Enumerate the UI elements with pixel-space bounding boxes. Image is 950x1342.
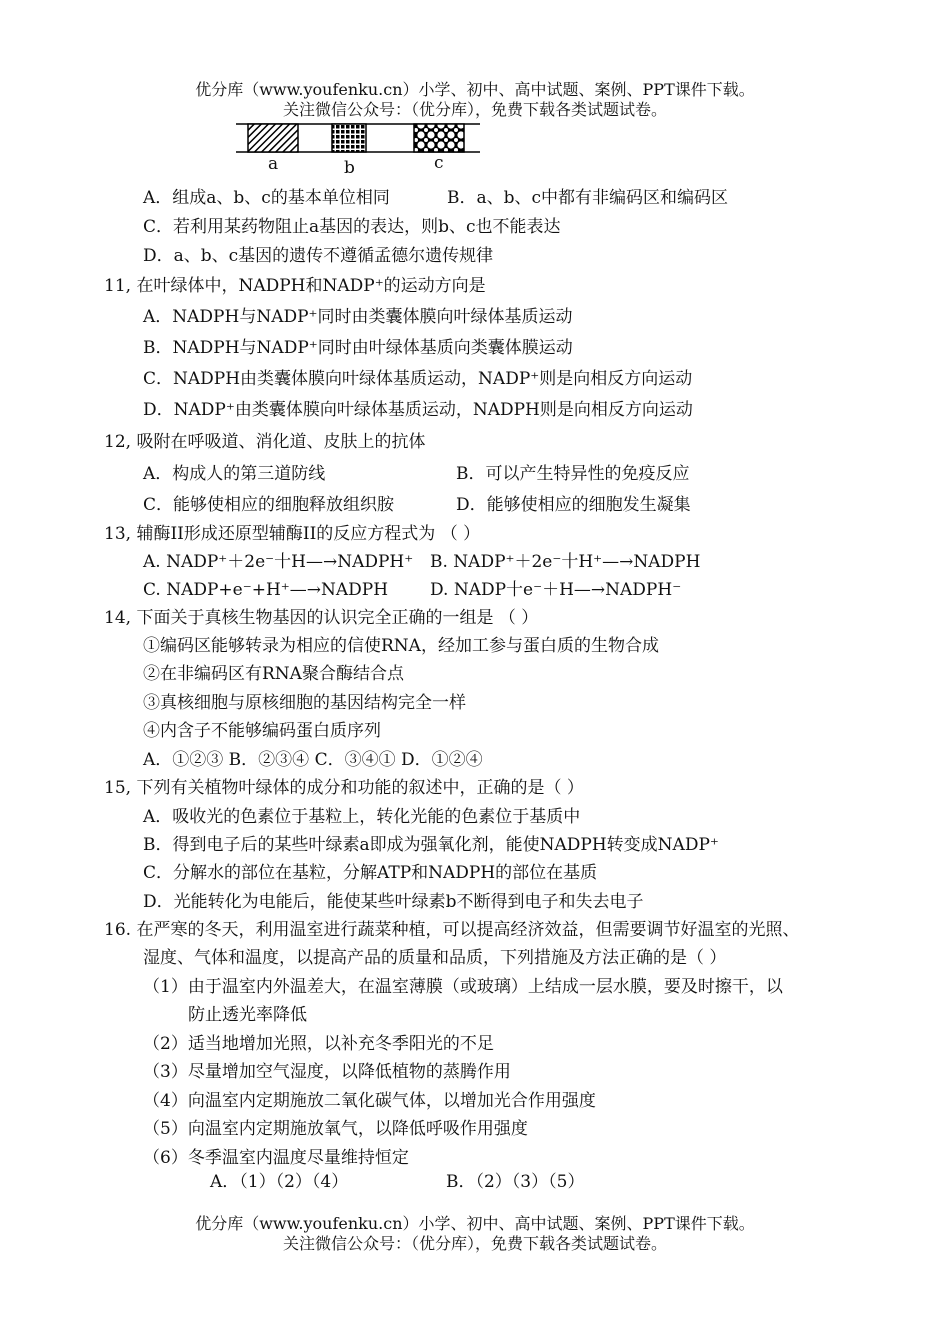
- gene-c-block: [414, 124, 464, 152]
- q14-statement-4: ④内含子不能够编码蛋白质序列: [143, 721, 381, 741]
- q11-option-c: C．NADPH由类囊体膜向叶绿体基质运动，NADP⁺则是向相反方向运动: [143, 369, 693, 389]
- q16-item-6: （6）冬季温室内温度尽量维持恒定: [143, 1148, 409, 1168]
- gene-label-a: a: [268, 154, 279, 174]
- header-line-2: 关注微信公众号：（优分库），免费下载各类试题试卷。: [282, 100, 667, 119]
- q10-option-c: C．若利用某药物阻止a基因的表达，则b、c也不能表达: [143, 217, 561, 237]
- q16-stem-line-2: 湿度、气体和温度，以提高产品的质量和品质，下列措施及方法正确的是（ ）: [143, 948, 727, 968]
- q12-option-d: D．能够使相应的细胞发生凝集: [456, 495, 691, 515]
- footer-line-1: 优分库（www.youfenku.cn）小学、初中、高中试题、案例、PPT课件下载。: [195, 1214, 755, 1233]
- q16-item-4: （4）向温室内定期施放二氧化碳气体，以增加光合作用强度: [143, 1091, 596, 1111]
- q16-option-a: A．（1）（2）（4）: [210, 1172, 349, 1192]
- q13-option-c: C. NADP+e⁻+H⁺—→NADPH: [143, 580, 389, 600]
- q15-option-d: D．光能转化为电能后，能使某些叶绿素b不断得到电子和失去电子: [143, 892, 644, 912]
- footer-line-2: 关注微信公众号：（优分库），免费下载各类试题试卷。: [282, 1234, 667, 1253]
- q14-statement-3: ③真核细胞与原核细胞的基因结构完全一样: [143, 693, 466, 713]
- q14-statement-1: ①编码区能够转录为相应的信使RNA，经加工参与蛋白质的生物合成: [143, 636, 659, 656]
- q14-stem: 14, 下面关于真核生物基因的认识完全正确的一组是 （ ）: [104, 608, 539, 628]
- q16-stem-line-1: 16. 在严寒的冬天，利用温室进行蔬菜种植，可以提高经济效益，但需要调节好温室的光照、: [104, 920, 800, 940]
- q15-option-c: C．分解水的部位在基粒，分解ATP和NADPH的部位在基质: [143, 863, 598, 883]
- q16-option-b: B．（2）（3）（5）: [446, 1172, 585, 1192]
- q12-stem: 12, 吸附在呼吸道、消化道、皮肤上的抗体: [104, 432, 426, 452]
- q13-option-b: B. NADP⁺＋2e⁻十H⁺—→NADPH: [430, 552, 701, 572]
- gene-label-b: b: [344, 158, 355, 178]
- gene-a-block: [248, 124, 298, 152]
- q16-item-1-cont: 防止透光率降低: [188, 1005, 307, 1025]
- q14-statement-2: ②在非编码区有RNA聚合酶结合点: [143, 664, 404, 684]
- q13-option-a: A. NADP⁺＋2e⁻十H—→NADPH⁺: [143, 552, 414, 572]
- gene-label-c: c: [434, 153, 444, 173]
- q11-option-b: B．NADPH与NADP⁺同时由叶绿体基质向类囊体膜运动: [143, 338, 573, 358]
- q16-item-3: （3）尽量增加空气湿度，以降低植物的蒸腾作用: [143, 1062, 511, 1082]
- q15-option-b: B．得到电子后的某些叶绿素a即成为强氧化剂，能使NADPH转变成NADP⁺: [143, 835, 719, 855]
- header-line-1: 优分库（www.youfenku.cn）小学、初中、高中试题、案例、PPT课件下载。: [195, 80, 755, 99]
- q16-item-5: （5）向温室内定期施放氧气，以降低呼吸作用强度: [143, 1119, 528, 1139]
- q12-option-c: C．能够使相应的细胞释放组织胺: [143, 495, 395, 515]
- q10-option-d: D．a、b、c基因的遗传不遵循孟德尔遗传规律: [143, 246, 494, 266]
- q15-stem: 15, 下列有关植物叶绿体的成分和功能的叙述中，正确的是（ ）: [104, 778, 584, 798]
- q11-stem: 11, 在叶绿体中，NADPH和NADP⁺的运动方向是: [104, 276, 486, 296]
- q15-option-a: A．吸收光的色素位于基粒上，转化光能的色素位于基质中: [143, 807, 581, 827]
- q16-item-2: （2）适当地增加光照，以补充冬季阳光的不足: [143, 1034, 494, 1054]
- gene-diagram: [236, 120, 486, 180]
- q10-option-b: B．a、b、c中都有非编码区和编码区: [447, 188, 729, 208]
- q14-options: A．①②③ B．②③④ C．③④① D．①②④: [143, 750, 483, 770]
- q16-item-1: （1）由于温室内外温差大，在温室薄膜（或玻璃）上结成一层水膜，要及时擦干，以: [143, 977, 783, 997]
- q13-option-d: D. NADP十e⁻＋H—→NADPH⁻: [430, 580, 682, 600]
- gene-b-block: [332, 124, 366, 152]
- q11-option-d: D．NADP⁺由类囊体膜向叶绿体基质运动，NADPH则是向相反方向运动: [143, 400, 693, 420]
- q12-option-b: B．可以产生特异性的免疫反应: [456, 464, 690, 484]
- q11-option-a: A．NADPH与NADP⁺同时由类囊体膜向叶绿体基质运动: [143, 307, 573, 327]
- q13-stem: 13, 辅酶II形成还原型辅酶II的反应方程式为 （ ）: [104, 524, 481, 544]
- q10-option-a: A．组成a、b、c的基本单位相同: [143, 188, 390, 208]
- q12-option-a: A．构成人的第三道防线: [143, 464, 326, 484]
